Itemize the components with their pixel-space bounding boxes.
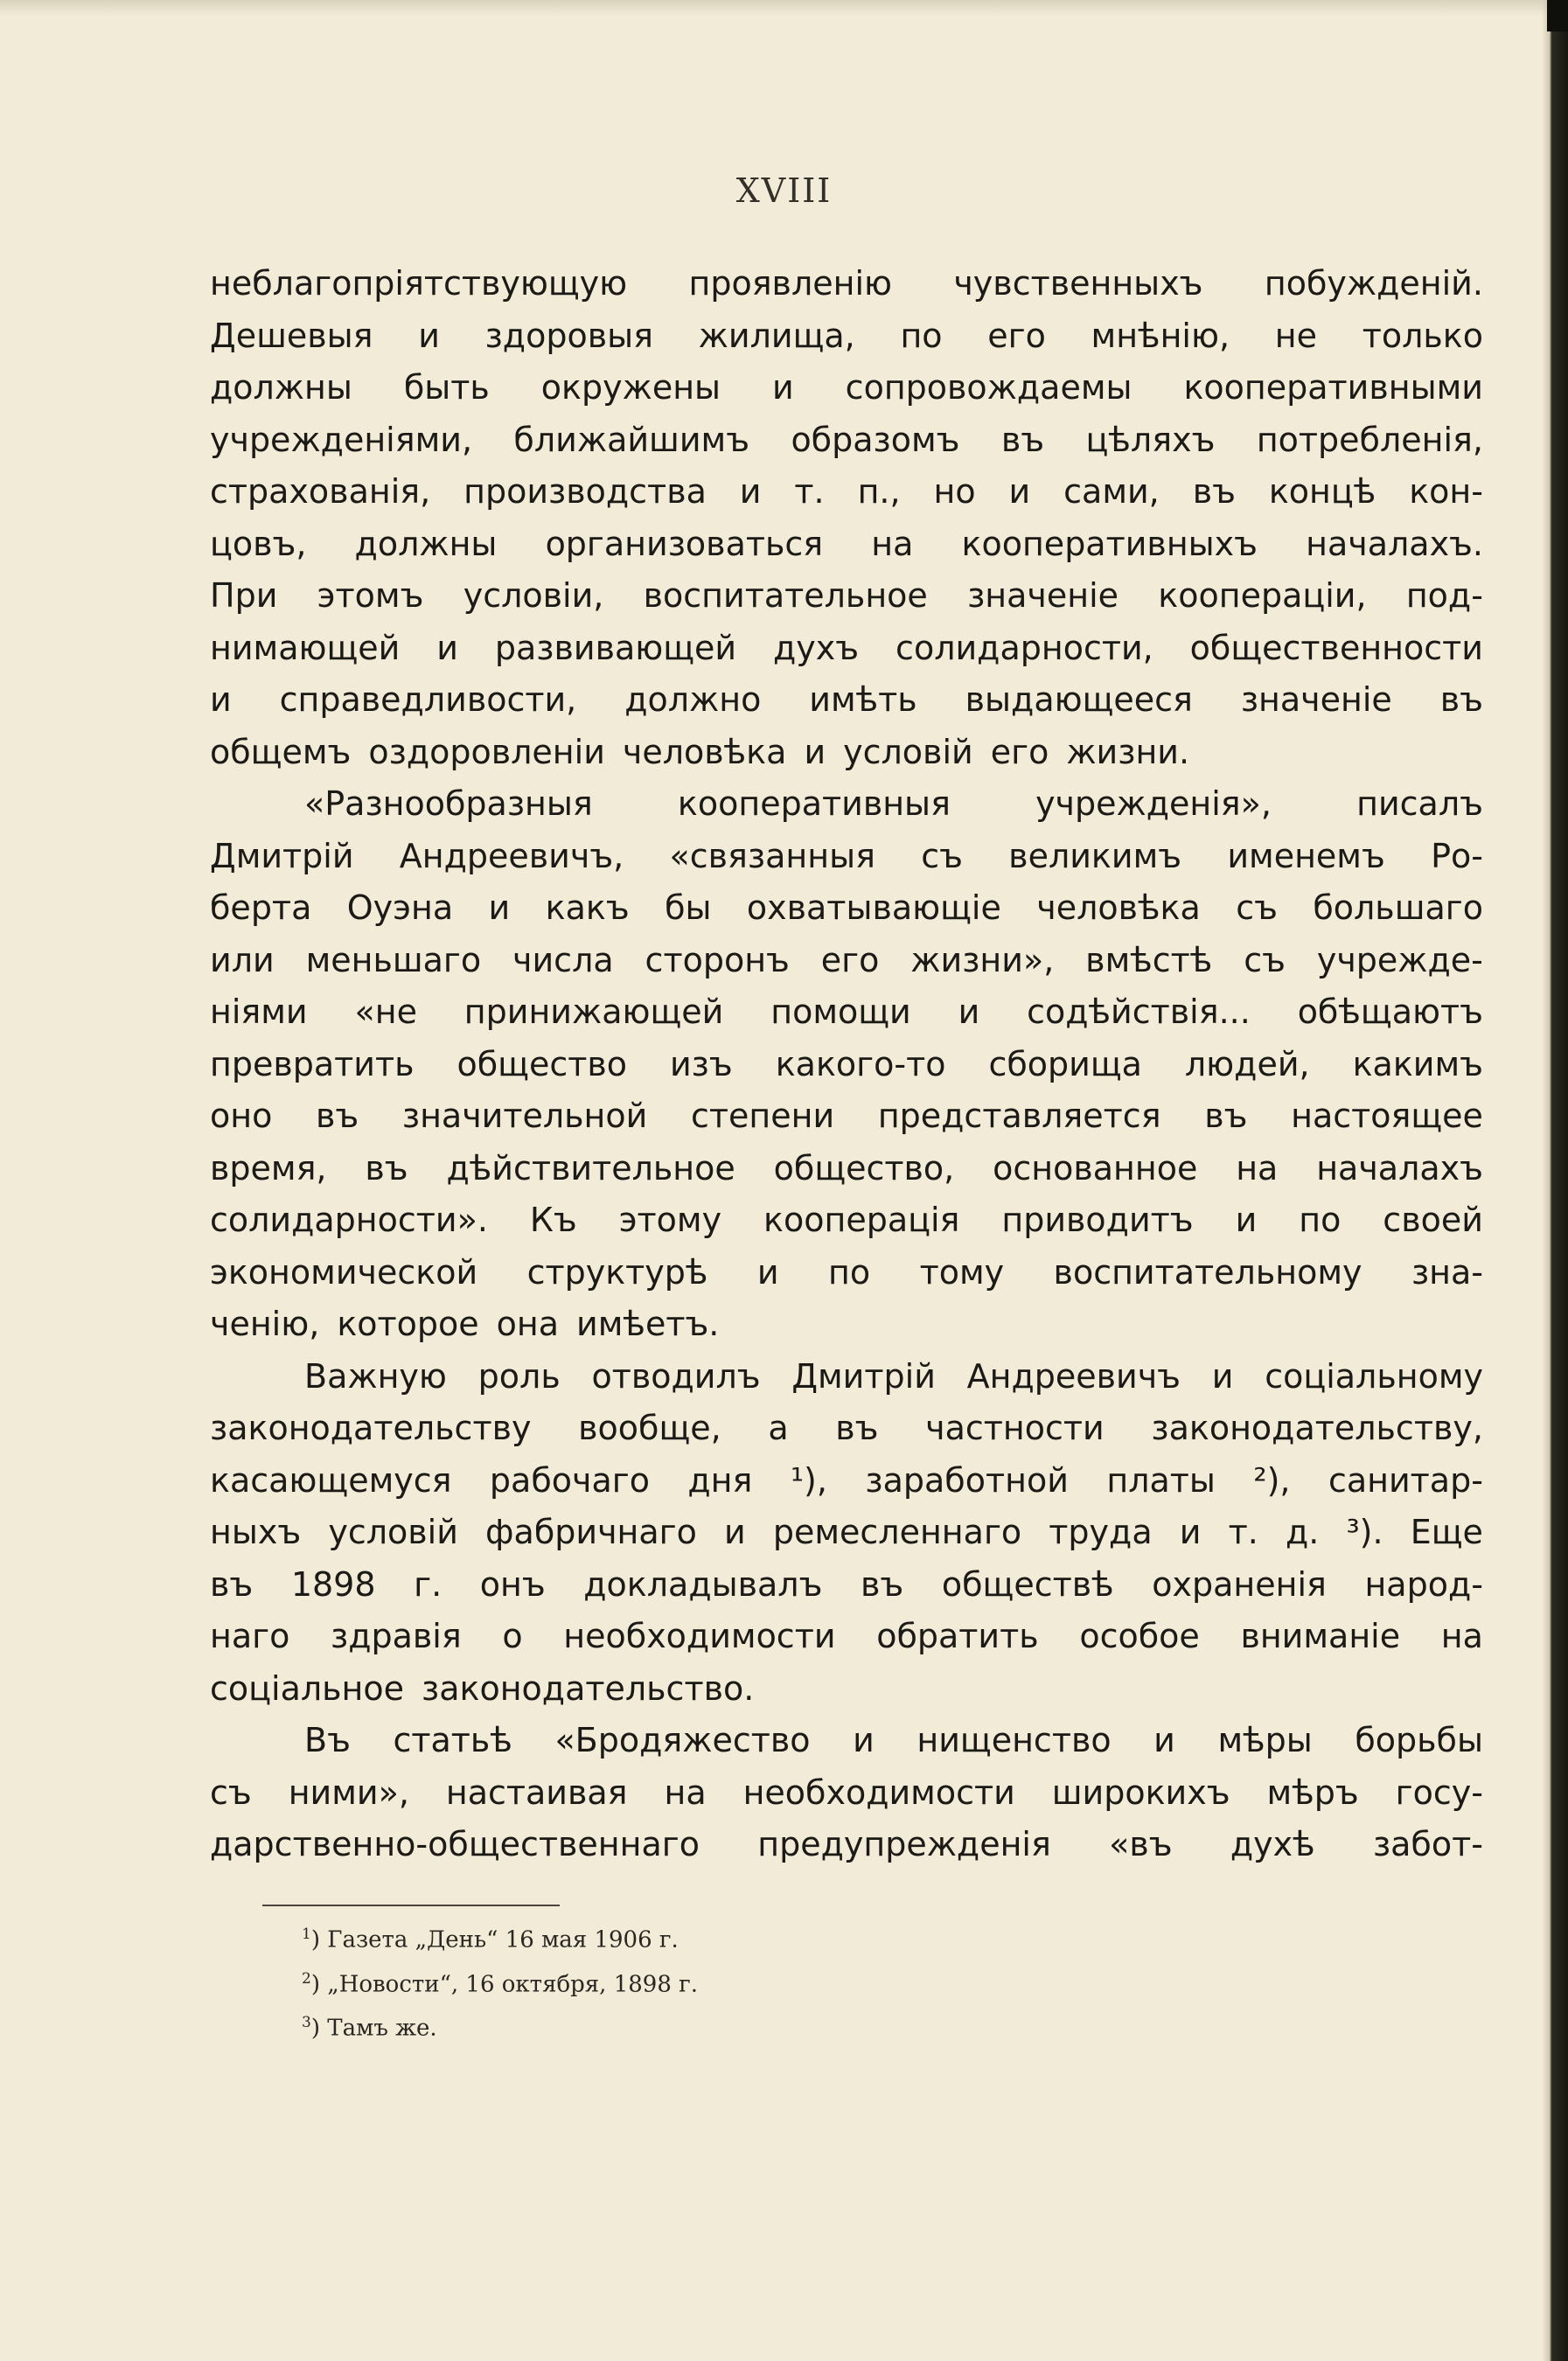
- word: Къ: [529, 1201, 577, 1239]
- word: Въ: [304, 1721, 351, 1759]
- word: или: [210, 940, 275, 979]
- word: а: [768, 1409, 789, 1447]
- word: зна-: [1411, 1252, 1483, 1292]
- word: сопровождаемы: [845, 368, 1132, 407]
- footnote-text: „Новости“, 16 октября, 1898 г.: [327, 1971, 699, 1998]
- word: въ: [1439, 680, 1483, 719]
- text-line: [210, 1143, 1483, 1195]
- word: труда: [1049, 1513, 1153, 1551]
- word: какого-то: [775, 1044, 946, 1083]
- text-line: [210, 1299, 1483, 1351]
- word: экономической: [210, 1252, 478, 1292]
- word: мѣры: [1217, 1721, 1313, 1759]
- text-line: [210, 1194, 1483, 1247]
- word: дѣйствительное: [446, 1148, 735, 1187]
- footnote-paren: ): [310, 2015, 328, 2042]
- word: При: [210, 576, 278, 615]
- word: именемъ: [1227, 836, 1385, 875]
- word: его: [990, 732, 1049, 771]
- word: принижающей: [463, 992, 724, 1031]
- word: и: [436, 628, 458, 667]
- word: великимъ: [1008, 836, 1182, 875]
- text-line: [210, 362, 1483, 414]
- word: Андреевичъ: [966, 1356, 1181, 1396]
- word: потребленія,: [1256, 420, 1483, 459]
- word: сторонъ: [645, 940, 790, 979]
- word: забот-: [1372, 1825, 1483, 1863]
- text-line: [210, 1351, 1483, 1403]
- word: о: [502, 1617, 523, 1655]
- word: съ: [1244, 940, 1286, 979]
- text-line: [210, 935, 1483, 987]
- word: и: [756, 1252, 779, 1292]
- word: содѣйствія...: [1027, 992, 1251, 1031]
- word: ніями: [210, 992, 308, 1031]
- word: какимъ: [1352, 1044, 1483, 1083]
- word: и: [1008, 472, 1031, 511]
- word: въ: [210, 1564, 254, 1604]
- footnotes: [302, 1915, 698, 2048]
- text-line: [210, 1611, 1483, 1663]
- footnote: [302, 1960, 698, 2004]
- word: въ: [835, 1409, 879, 1447]
- word: солидарности».: [210, 1201, 488, 1239]
- word: дня: [687, 1460, 753, 1500]
- text-line: [210, 1507, 1483, 1559]
- text-line: [210, 778, 1483, 831]
- text-line: [210, 1559, 1483, 1612]
- word: солидарности,: [896, 628, 1153, 667]
- page-number: XVIII: [735, 171, 833, 210]
- text-line: [210, 727, 1483, 779]
- word: чувственныхъ: [953, 264, 1203, 303]
- word: сами,: [1063, 472, 1160, 511]
- text-line: [210, 986, 1483, 1039]
- word: отводилъ: [591, 1356, 761, 1396]
- word: превратить: [210, 1044, 415, 1083]
- word: «въ: [1109, 1825, 1173, 1863]
- word: вниманіе: [1240, 1617, 1401, 1655]
- word: общество: [456, 1044, 628, 1083]
- word: значеніе: [1240, 680, 1392, 719]
- word: по: [900, 316, 943, 355]
- word: не: [1274, 316, 1317, 355]
- word: законодательству: [210, 1409, 532, 1447]
- word: писалъ: [1356, 784, 1483, 823]
- text-line: [210, 1455, 1483, 1508]
- text-line: [210, 674, 1483, 727]
- word: и: [1211, 1356, 1234, 1396]
- word: 1898: [290, 1564, 376, 1604]
- word: мнѣнію,: [1091, 316, 1230, 355]
- footnote-mark: 2: [302, 1969, 311, 1988]
- word: числа: [512, 940, 614, 979]
- text-line: [210, 570, 1483, 623]
- word: «связанныя: [669, 836, 875, 875]
- word: обѣщаютъ: [1297, 992, 1483, 1031]
- word: и: [853, 1721, 875, 1759]
- text-line: [210, 1715, 1483, 1767]
- word: должно: [624, 680, 762, 719]
- word: берта: [210, 888, 312, 927]
- word: должны: [210, 368, 352, 407]
- word: Ро-: [1431, 836, 1483, 875]
- word: образомъ: [791, 420, 960, 459]
- word: духѣ: [1230, 1825, 1315, 1863]
- word: условіи,: [463, 576, 604, 615]
- word: и: [210, 680, 232, 719]
- word: Еще: [1410, 1513, 1483, 1551]
- word: выдающееся: [965, 680, 1193, 719]
- body-text: [210, 258, 1483, 1871]
- word: но: [933, 472, 976, 511]
- word: Дешевыя: [210, 316, 373, 355]
- word: обратить: [876, 1617, 1039, 1655]
- word: съ: [1236, 888, 1278, 927]
- word: ближайшимъ: [513, 420, 750, 459]
- word: началахъ: [1316, 1148, 1483, 1187]
- word: сборища: [988, 1044, 1142, 1083]
- word: и: [958, 992, 980, 1031]
- text-line: [210, 414, 1483, 467]
- word: тому: [919, 1252, 1005, 1292]
- word: онъ: [479, 1564, 546, 1604]
- word: соціальное: [210, 1668, 405, 1708]
- word: началахъ.: [1306, 524, 1483, 563]
- word: проявленію: [688, 264, 893, 303]
- word: должны: [354, 524, 498, 563]
- word: кооперативными: [1183, 368, 1483, 407]
- word: только: [1362, 316, 1483, 355]
- word: общемъ: [210, 732, 352, 771]
- word: основанное: [993, 1148, 1198, 1187]
- word: и: [772, 368, 794, 407]
- word: особое: [1079, 1617, 1200, 1655]
- word: и: [739, 472, 762, 511]
- text-line: [210, 258, 1483, 310]
- word: духъ: [773, 628, 860, 667]
- word: побужденій.: [1264, 264, 1483, 303]
- word: значеніе: [967, 576, 1119, 615]
- footnote: [302, 1915, 698, 1960]
- text-line: [210, 1403, 1483, 1455]
- word: Важную: [304, 1356, 447, 1396]
- page-top-shadow: [0, 0, 1568, 16]
- word: охватывающіе: [746, 888, 1001, 927]
- word: «Бродяжество: [554, 1721, 811, 1759]
- word: законодательству,: [1151, 1409, 1483, 1447]
- word: быть: [403, 368, 490, 407]
- word: здоровыя: [484, 316, 653, 355]
- word: и: [1153, 1721, 1175, 1759]
- word: «не: [354, 992, 417, 1031]
- footnote-rule: [262, 1905, 560, 1906]
- text-line: [210, 882, 1483, 935]
- word: степени: [691, 1097, 835, 1135]
- text-line: [210, 466, 1483, 519]
- word: большаго: [1313, 888, 1483, 927]
- word: изъ: [669, 1044, 733, 1083]
- word: она: [496, 1305, 560, 1343]
- word: оздоровленіи: [368, 732, 605, 771]
- word: жилища,: [698, 316, 855, 355]
- footnote: [302, 2003, 698, 2048]
- text-line: [210, 623, 1483, 675]
- word: организоваться: [545, 524, 824, 563]
- word: жизни.: [1066, 732, 1190, 771]
- word: и: [1235, 1201, 1258, 1239]
- word: касающемуся: [210, 1460, 452, 1500]
- word: кооперативныхъ: [961, 524, 1258, 563]
- word: человѣка: [1036, 888, 1201, 927]
- footnote-paren: ): [310, 1971, 328, 1998]
- word: соціальному: [1265, 1356, 1483, 1396]
- word: необходимости: [563, 1617, 836, 1655]
- word: которое: [337, 1305, 479, 1343]
- word: настоящее: [1291, 1097, 1483, 1135]
- word: т.: [794, 472, 825, 511]
- word: наго: [210, 1617, 290, 1655]
- word: воспитательное: [643, 576, 928, 615]
- word: обществѣ: [941, 1564, 1114, 1604]
- word: страхованія,: [210, 472, 431, 511]
- word: и: [488, 888, 511, 927]
- word: госу-: [1395, 1772, 1483, 1812]
- word: общественности: [1189, 628, 1483, 667]
- word: на: [871, 524, 914, 563]
- word: условій: [328, 1513, 458, 1551]
- word: здравія: [331, 1617, 462, 1655]
- book-binding-corner: [1547, 0, 1568, 31]
- word: производства: [463, 472, 707, 511]
- word: на: [1236, 1148, 1279, 1187]
- word: съ: [921, 836, 963, 875]
- word: ченію,: [210, 1305, 320, 1343]
- word: частности: [925, 1409, 1105, 1447]
- word: меньшаго: [305, 940, 482, 979]
- word: окружены: [540, 368, 721, 407]
- footnote-paren: ): [310, 1926, 328, 1954]
- word: помощи: [770, 992, 911, 1031]
- word: учрежденіями,: [210, 420, 473, 459]
- word: народ-: [1364, 1564, 1483, 1604]
- word: г.: [414, 1564, 443, 1604]
- word: имѣть: [809, 680, 917, 719]
- word: въ: [861, 1564, 904, 1604]
- word: значительной: [401, 1097, 648, 1135]
- word: ²),: [1253, 1460, 1291, 1500]
- word: его: [820, 940, 880, 979]
- word: кон-: [1409, 472, 1483, 511]
- word: вообще,: [578, 1409, 721, 1447]
- word: цѣляхъ: [1085, 420, 1216, 459]
- word: приводитъ: [1001, 1201, 1194, 1239]
- word: на: [1440, 1617, 1483, 1655]
- word: структурѣ: [526, 1252, 708, 1292]
- word: этомъ: [317, 576, 424, 615]
- word: вмѣстѣ: [1085, 940, 1213, 979]
- word: учрежде-: [1316, 940, 1483, 979]
- word: Дмитрій: [210, 836, 354, 875]
- word: время,: [210, 1148, 327, 1187]
- word: необходимости: [742, 1772, 1015, 1812]
- word: нищенство: [916, 1721, 1112, 1759]
- word: справедливости,: [279, 680, 577, 719]
- word: на: [664, 1772, 707, 1812]
- word: «Разнообразныя: [304, 784, 593, 823]
- text-line: [210, 519, 1483, 571]
- word: въ: [315, 1097, 359, 1135]
- word: т.: [1228, 1513, 1258, 1551]
- word: общество,: [773, 1148, 955, 1187]
- word: неблагопріятствующую: [210, 264, 628, 303]
- word: под-: [1405, 576, 1483, 615]
- footnote-text: Газета „День“ 16 мая 1906 г.: [327, 1926, 679, 1954]
- word: въ: [1000, 420, 1045, 459]
- word: бы: [665, 888, 712, 927]
- text-line: [210, 1039, 1483, 1091]
- word: развивающей: [494, 628, 737, 667]
- word: ³).: [1346, 1513, 1383, 1551]
- word: по: [1299, 1201, 1342, 1239]
- word: коопераціи,: [1158, 576, 1367, 615]
- word: ¹),: [790, 1460, 827, 1500]
- text-line: [210, 1767, 1483, 1820]
- word: въ: [1192, 472, 1236, 511]
- word: дарственно-общественнаго: [210, 1825, 700, 1863]
- word: законодательство.: [422, 1668, 755, 1708]
- word: по: [828, 1252, 871, 1292]
- word: концѣ: [1268, 472, 1376, 511]
- footnote-text: Тамъ же.: [327, 2015, 437, 2042]
- word: рабочаго: [489, 1460, 650, 1500]
- word: въ: [1204, 1097, 1248, 1135]
- word: людей,: [1184, 1044, 1310, 1083]
- word: его: [987, 316, 1046, 355]
- text-line: [210, 310, 1483, 363]
- word: воспитательному: [1053, 1252, 1362, 1292]
- word: и: [724, 1513, 746, 1551]
- word: статьѣ: [393, 1721, 512, 1759]
- text-line: [210, 1090, 1483, 1143]
- word: настаивая: [445, 1772, 628, 1812]
- word: въ: [365, 1148, 408, 1187]
- word: кооперація: [763, 1201, 960, 1239]
- word: мѣръ: [1266, 1772, 1359, 1812]
- word: докладывалъ: [583, 1564, 823, 1604]
- footnote-mark: 1: [302, 1926, 311, 1943]
- word: жизни»,: [910, 940, 1055, 979]
- word: и: [1179, 1513, 1202, 1551]
- word: кооперативныя: [677, 784, 951, 823]
- word: учрежденія»,: [1035, 784, 1272, 823]
- word: ними»,: [288, 1772, 409, 1812]
- text-line: [210, 1663, 1483, 1716]
- word: человѣка: [622, 732, 787, 771]
- word: ремесленнаго: [772, 1513, 1022, 1551]
- word: п.,: [857, 472, 901, 511]
- text-line: [210, 1247, 1483, 1299]
- word: Дмитрій: [791, 1356, 936, 1396]
- word: цовъ,: [210, 524, 307, 563]
- word: борьбы: [1355, 1721, 1483, 1759]
- footnote-mark: 3: [302, 2014, 311, 2032]
- book-binding-edge: [1542, 0, 1568, 2361]
- word: Андреевичъ,: [399, 836, 624, 875]
- word: своей: [1383, 1201, 1483, 1239]
- word: платы: [1106, 1460, 1216, 1500]
- word: имѣетъ.: [576, 1305, 720, 1343]
- word: этому: [618, 1201, 722, 1239]
- word: какъ: [545, 888, 630, 927]
- word: съ: [210, 1772, 252, 1812]
- word: представляется: [877, 1097, 1161, 1135]
- word: д.: [1285, 1513, 1320, 1551]
- word: ныхъ: [210, 1513, 302, 1551]
- word: условій: [843, 732, 973, 771]
- word: и: [804, 732, 826, 771]
- word: Оуэна: [346, 888, 454, 927]
- word: нимающей: [210, 628, 401, 667]
- word: роль: [477, 1356, 561, 1396]
- word: фабричнаго: [485, 1513, 697, 1551]
- word: предупрежденія: [757, 1825, 1051, 1863]
- word: широкихъ: [1051, 1772, 1230, 1812]
- word: и: [418, 316, 440, 355]
- text-line: [210, 1819, 1483, 1871]
- word: оно: [210, 1097, 273, 1135]
- word: санитар-: [1328, 1460, 1483, 1500]
- word: заработной: [865, 1460, 1069, 1500]
- word: охраненія: [1152, 1564, 1327, 1604]
- text-line: [210, 831, 1483, 883]
